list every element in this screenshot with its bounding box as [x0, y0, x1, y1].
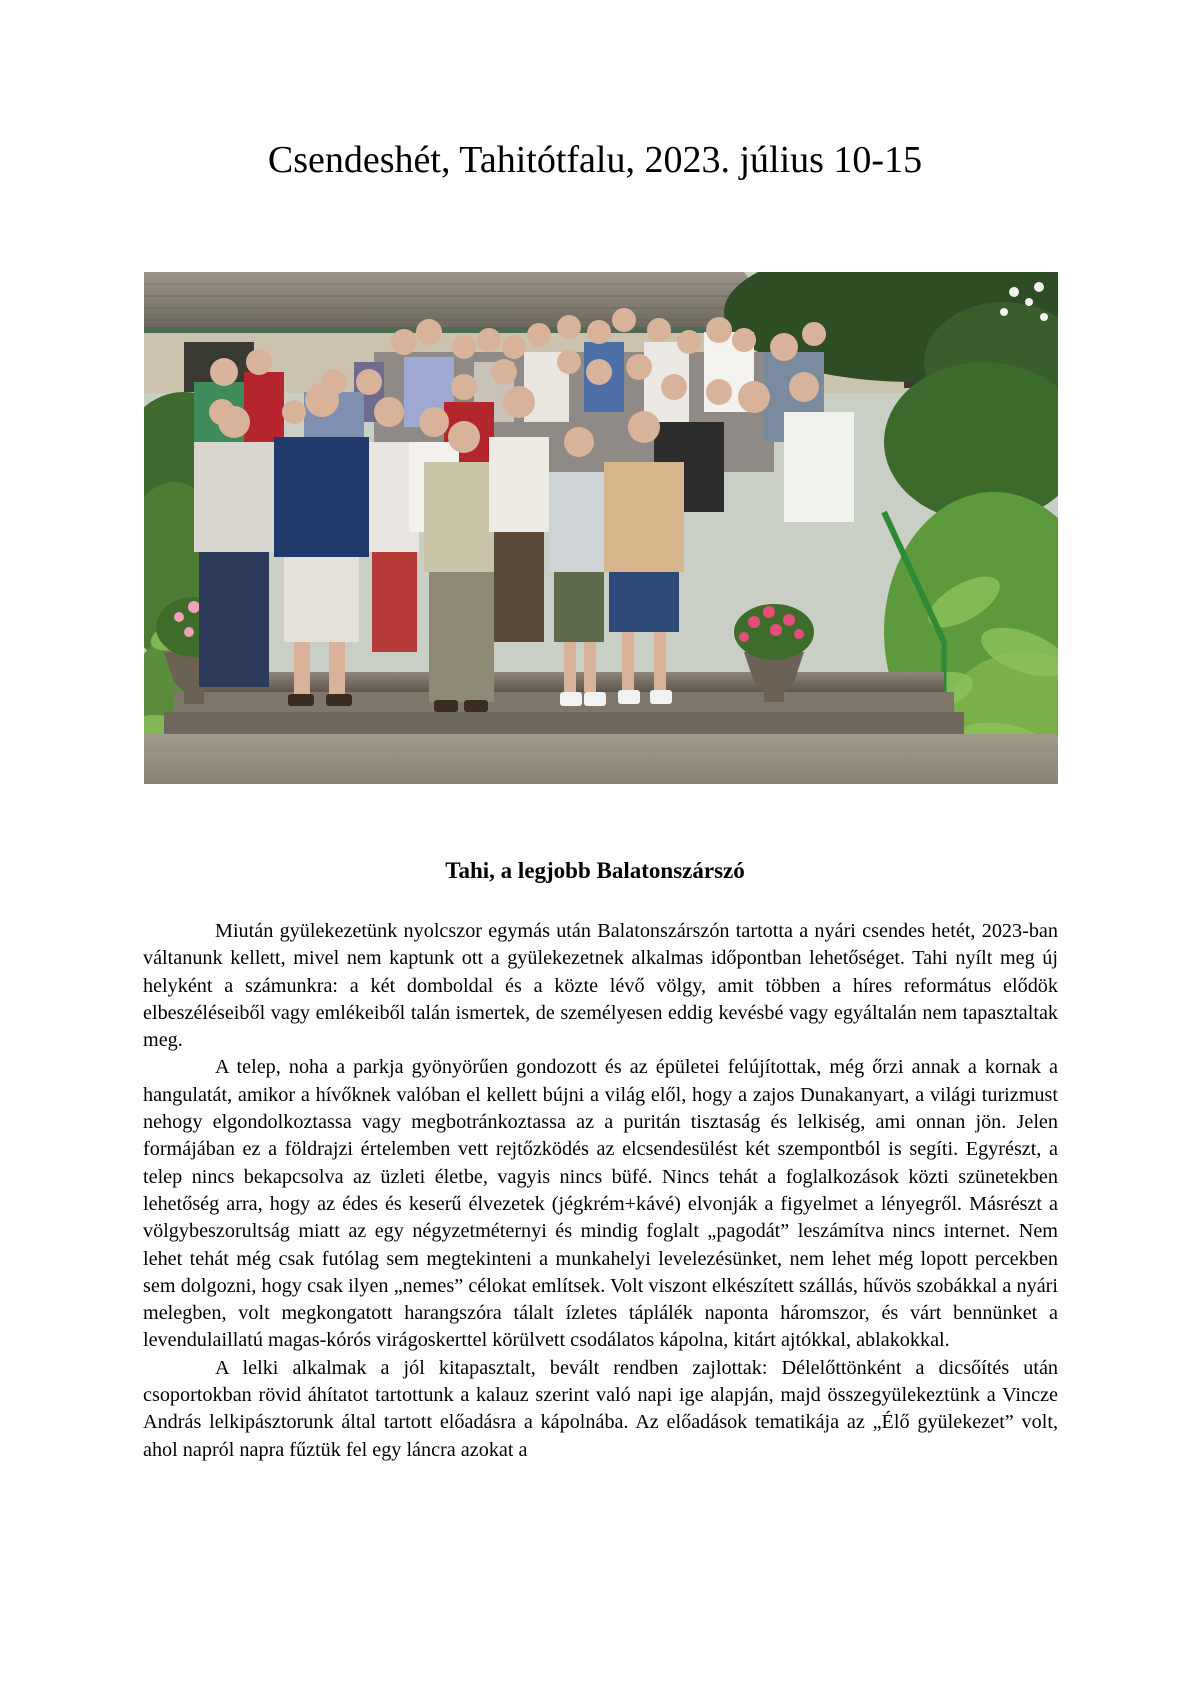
paragraph: Miután gyülekezetünk nyolcszor egymás után Balatonszárszón tartotta a nyári csendes hetét, 2023-ban váltanunk kellett, mivel nem kaptunk ott a gyülekezetnek alkalmas időpontban lehetőséget. Tahi nyílt meg új helyként a számunkra: a két domboldal és a közte lévő völgy, amit többen a híres református elődök elbeszéléseiből vagy emlékeiből talán ismertek, de személyesen eddig kevésbé vagy egyáltalán nem tapasztaltak meg. [143, 920, 1058, 1052]
article-body [143, 918, 1058, 1464]
section-title: Tahi, a legjobb Balatonszárszó [445, 858, 745, 883]
paragraph: A lelki alkalmak a jól kitapasztalt, bevált rendben zajlottak: Délelőttönként a dicsőítés után csoportokban rövid áhítatot tartottunk a kalauz szerint való napi ige alapján, majd összegyülekeztünk a Vincze András lelkipásztorunk által tartott előadásra a kápolnába. Az előadások tematikája az „Élő gyülekezet” volt, ahol napról napra fűztük fel egy láncra azokat a [143, 1356, 1058, 1461]
paragraph: A telep, noha a parkja gyönyörűen gondozott és az épületei felújítottak, még őrzi annak a kornak a hangulatát, amikor a hívőknek valóban el kellett bújni a világ elől, hogy a zajos Dunakanyart, a világi turizmust nehogy elgondolkoztassa vagy megbotránkoztassa az a puritán tisztaság és lelkiség, ami onnan jön. Jelen formájában ez a földrajzi értelemben vett rejtőzködés az elcsendesülést két szempontból is segíti. Egyrészt, a telep nincs bekapcsolva az üzleti életbe, vagyis nincs büfé. Nincs tehát a foglalkozások közti szünetekben lehetőség arra, hogy az édes és keserű élvezetek (jégkrém+kávé) elvonják a figyelmet a lényegről. Másrészt a völgybeszorultság miatt az egy négyzetméternyi és mindig foglalt „pagodát” leszámítva nincs internet. Nem lehet tehát még csak futólag sem megtekinteni a munkahelyi levelezésünket, nem lehet még lopott percekben sem dolgozni, hogy csak ilyen „nemes” célokat említsek. Volt viszont elkészített szállás, hűvös szobákkal a nyári melegben, volt megkongatott harangszóra tálalt ízletes táplálék naponta háromszor, és várt bennünket a levendulaillatú magas-kórós virágoskerttel körülvett csodálatos kápolna, kitárt ajtókkal, ablakokkal. [143, 1056, 1058, 1352]
group-photo [144, 272, 1058, 784]
page-title: Csendeshét, Tahitótfalu, 2023. július 10-15 [267, 139, 923, 181]
